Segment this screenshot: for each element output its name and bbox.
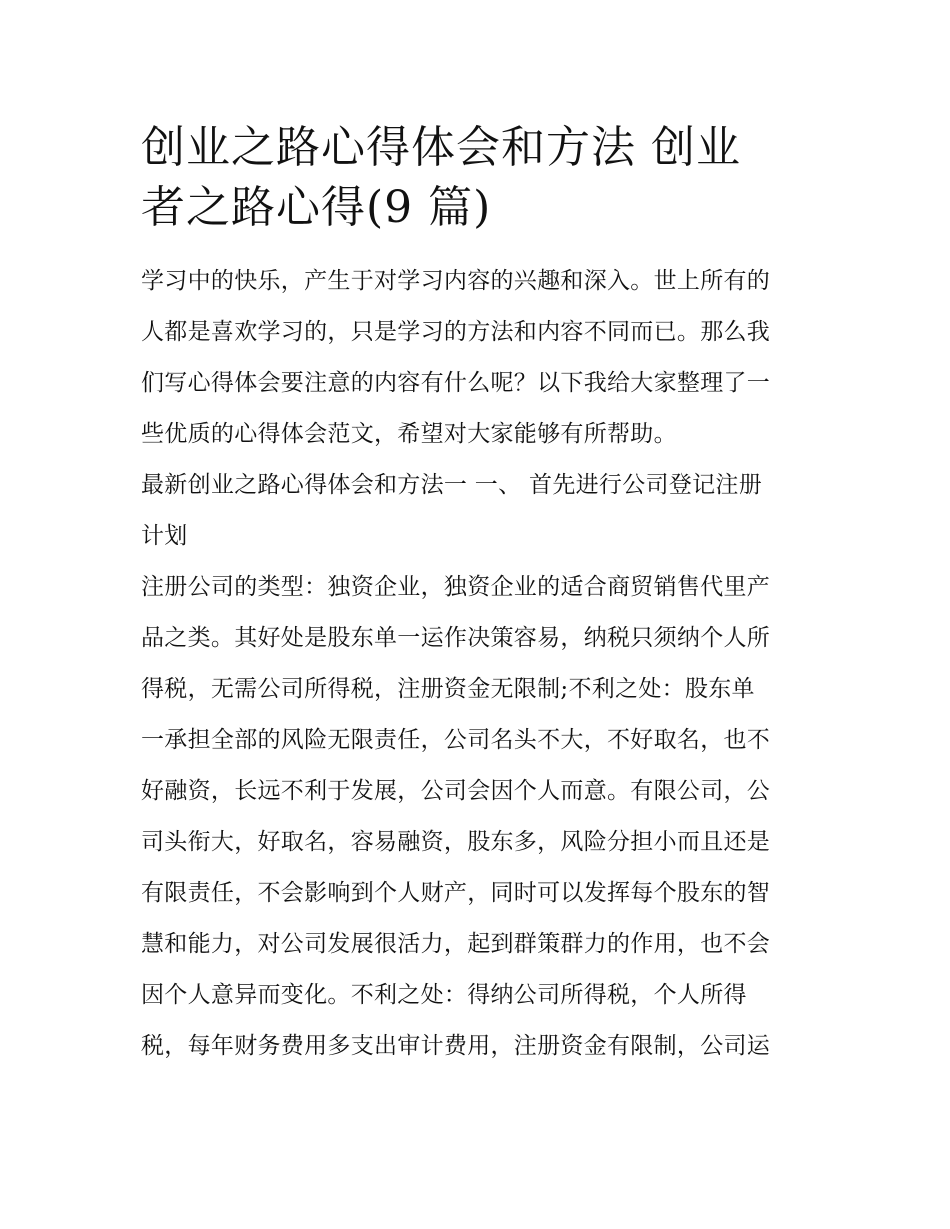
text-line: 最新创业之路心得体会和方法一 一、 首先进行公司登记注册 (141, 472, 763, 498)
intro-paragraph (141, 256, 813, 460)
title-line: 者之路心得(9 篇) (141, 182, 492, 233)
text-line: 司头衔大，好取名，容易融资，股东多，风险分担小而且还是 (141, 829, 771, 855)
text-line: 慧和能力，对公司发展很活力，起到群策群力的作用，也不会 (141, 931, 771, 957)
text-line: 得税，无需公司所得税，注册资金无限制;不利之处：股东单 (141, 676, 755, 702)
text-line: 计划 (141, 523, 188, 549)
section-heading (141, 460, 813, 562)
text-line: 们写心得体会要注意的内容有什么呢？以下我给大家整理了一 (141, 370, 771, 396)
document-content (141, 118, 813, 1072)
text-line: 人都是喜欢学习的，只是学习的方法和内容不同而已。那么我 (141, 319, 771, 345)
text-line: 税，每年财务费用多支出审计费用，注册资金有限制，公司运 (141, 1033, 771, 1059)
text-line: 一承担全部的风险无限责任，公司名头不大，不好取名，也不 (141, 727, 771, 753)
text-line: 有限责任，不会影响到个人财产，同时可以发挥每个股东的智 (141, 880, 771, 906)
document-title (141, 118, 813, 238)
body-paragraph (141, 562, 813, 1072)
text-line: 好融资，长远不利于发展，公司会因个人而意。有限公司，公 (141, 778, 771, 804)
text-line: 注册公司的类型：独资企业，独资企业的适合商贸销售代里产 (141, 574, 771, 600)
title-line: 创业之路心得体会和方法 创业 (141, 122, 741, 173)
text-line: 学习中的快乐，产生于对学习内容的兴趣和深入。世上所有的 (141, 268, 771, 294)
text-line: 些优质的心得体会范文，希望对大家能够有所帮助。 (141, 421, 677, 447)
text-line: 品之类。其好处是股东单一运作决策容易，纳税只须纳个人所 (141, 625, 771, 651)
text-line: 因个人意异而变化。不利之处：得纳公司所得税，个人所得 (141, 982, 747, 1008)
